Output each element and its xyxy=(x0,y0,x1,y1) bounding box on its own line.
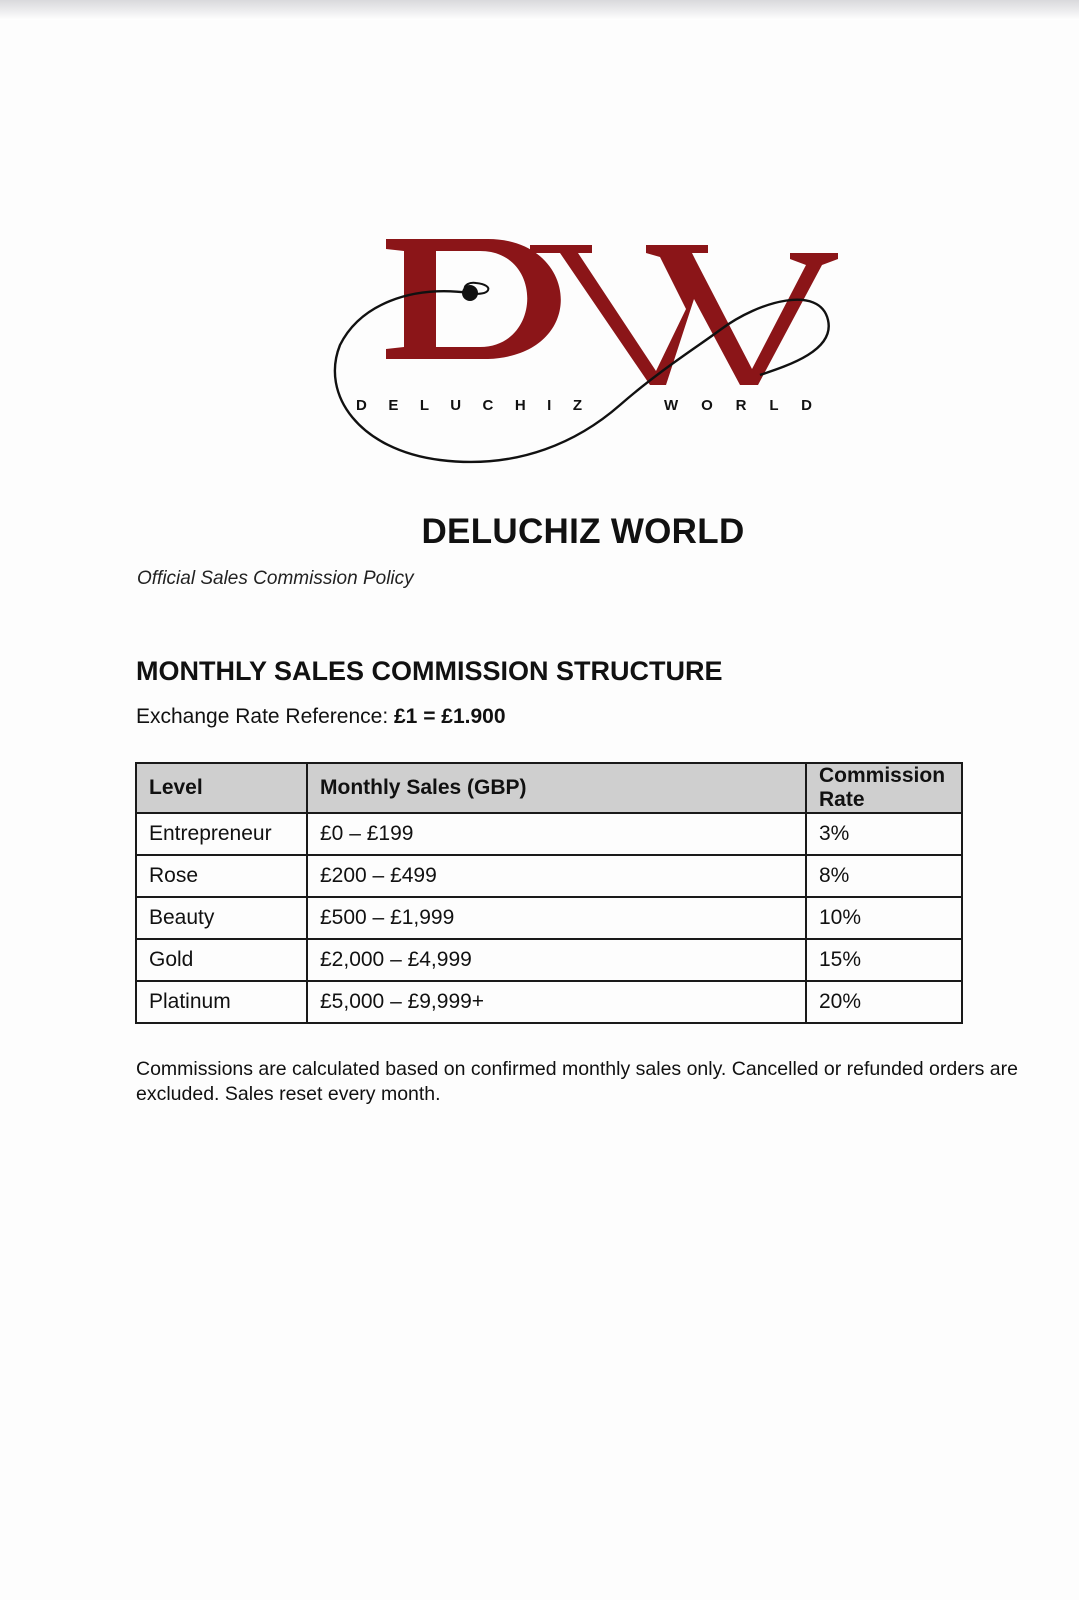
cell-monthly-sales: £0 – £199 xyxy=(307,813,806,855)
cell-monthly-sales: £200 – £499 xyxy=(307,855,806,897)
policy-subtitle: Official Sales Commission Policy xyxy=(137,568,414,589)
svg-text:D E L U C H I Z: D E L U C H I Z xyxy=(356,397,582,414)
cell-commission-rate: 20% xyxy=(806,981,962,1023)
exchange-rate-value: £1 = £1.900 xyxy=(394,705,506,728)
svg-text:W O R L D: W O R L D xyxy=(664,397,812,414)
cell-monthly-sales: £500 – £1,999 xyxy=(307,897,806,939)
table-row xyxy=(136,981,962,1023)
column-header-level: Level xyxy=(136,763,307,813)
table-header-row xyxy=(136,763,962,813)
table-row xyxy=(136,897,962,939)
column-header-monthly-sales: Monthly Sales (GBP) xyxy=(307,763,806,813)
cell-level: Rose xyxy=(136,855,307,897)
company-title: DELUCHIZ WORLD xyxy=(421,512,745,551)
cell-commission-rate: 3% xyxy=(806,813,962,855)
cell-level: Entrepreneur xyxy=(136,813,307,855)
commission-note: Commissions are calculated based on confirmed monthly sales only. Cancelled or refunded orders are excluded. Sales reset every month. xyxy=(136,1058,1018,1105)
table-row xyxy=(136,813,962,855)
cell-commission-rate: 15% xyxy=(806,939,962,981)
column-header-commission-rate: Commission Rate xyxy=(806,763,962,813)
logo-wordmark xyxy=(356,397,812,414)
table-row xyxy=(136,939,962,981)
commission-table xyxy=(135,762,963,1024)
logo-graphic xyxy=(320,225,850,490)
cell-level: Gold xyxy=(136,939,307,981)
deluchiz-world-logo xyxy=(320,225,850,490)
exchange-rate-line xyxy=(136,705,506,729)
table-row xyxy=(136,855,962,897)
cell-monthly-sales: £5,000 – £9,999+ xyxy=(307,981,806,1023)
cell-monthly-sales: £2,000 – £4,999 xyxy=(307,939,806,981)
top-edge-strip xyxy=(0,0,1079,20)
cell-level: Beauty xyxy=(136,897,307,939)
section-heading: MONTHLY SALES COMMISSION STRUCTURE xyxy=(136,656,723,686)
exchange-rate-label: Exchange Rate Reference: xyxy=(136,705,389,728)
cell-level: Platinum xyxy=(136,981,307,1023)
cell-commission-rate: 8% xyxy=(806,855,962,897)
cell-commission-rate: 10% xyxy=(806,897,962,939)
